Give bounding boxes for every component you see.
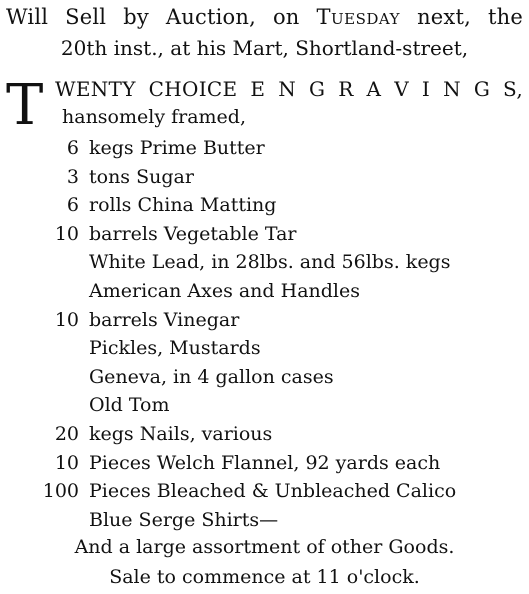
item-quantity: 6 — [66, 194, 79, 216]
headline-subtitle: hansomely framed, — [62, 106, 247, 128]
list-item — [0, 194, 529, 218]
item-description: kegs Nails, various — [89, 423, 273, 445]
item-quantity: 10 — [54, 309, 79, 331]
item-quantity: 6 — [66, 137, 79, 159]
header-prefix: Will Sell by Auction, on — [6, 5, 300, 29]
closing-line-2: Sale to commence at 11 o'clock. — [109, 566, 420, 588]
drop-cap: T — [6, 73, 44, 138]
list-item — [0, 394, 529, 418]
list-item — [0, 309, 529, 333]
item-quantity: 3 — [66, 166, 79, 188]
item-description: American Axes and Handles — [89, 280, 360, 302]
list-item — [0, 452, 529, 476]
list-item — [0, 480, 529, 504]
list-item — [0, 251, 529, 275]
list-item — [0, 137, 529, 161]
item-description: Pickles, Mustards — [89, 337, 261, 359]
item-description: tons Sugar — [89, 166, 194, 188]
header-day: Tuesday — [316, 5, 401, 29]
list-item — [0, 423, 529, 447]
item-description: Pieces Bleached & Unbleached Calico — [89, 480, 457, 502]
header-line-2: 20th inst., at his Mart, Shortland-street, — [60, 36, 469, 60]
item-description: White Lead, in 28lbs. and 56lbs. kegs — [89, 251, 451, 273]
item-description: Pieces Welch Flannel, 92 yards each — [89, 452, 441, 474]
header-line-1 — [6, 7, 523, 28]
list-item — [0, 280, 529, 304]
item-description: rolls China Matting — [89, 194, 277, 216]
header-suffix: next, the — [417, 5, 523, 29]
list-item — [0, 366, 529, 390]
list-item — [0, 166, 529, 190]
item-description: kegs Prime Butter — [89, 137, 265, 159]
list-item — [0, 509, 529, 533]
headline: WENTY CHOICE E N G R A V I N G S, — [55, 77, 523, 101]
item-description: Geneva, in 4 gallon cases — [89, 366, 334, 388]
item-description: barrels Vinegar — [89, 309, 240, 331]
item-description: barrels Vegetable Tar — [89, 223, 297, 245]
list-item — [0, 223, 529, 247]
closing-line-1: And a large assortment of other Goods. — [74, 536, 455, 558]
item-quantity: 10 — [54, 452, 79, 474]
item-quantity: 100 — [42, 480, 79, 502]
item-quantity: 10 — [54, 223, 79, 245]
item-description: Old Tom — [89, 394, 170, 416]
item-quantity: 20 — [54, 423, 79, 445]
list-item — [0, 337, 529, 361]
item-description: Blue Serge Shirts— — [89, 509, 279, 531]
